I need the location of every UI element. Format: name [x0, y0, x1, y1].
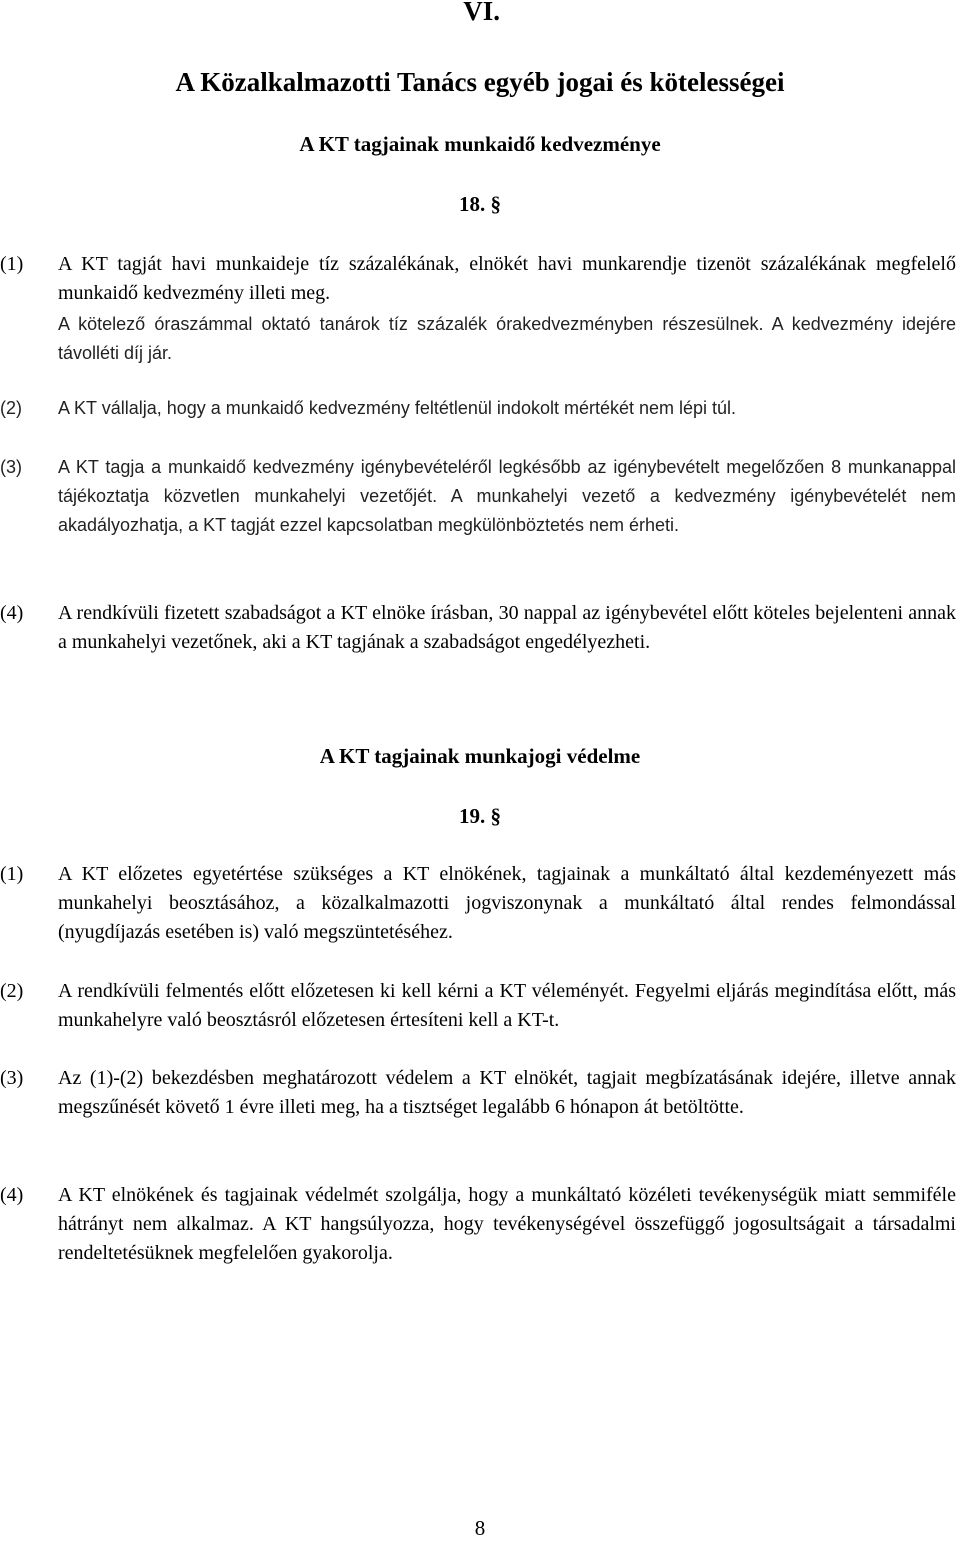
paragraph-number: (3) [0, 1067, 24, 1089]
paragraph-text: A KT előzetes egyetértése szükséges a KT elnökének, tagjainak a munkáltató által kezdeményezett más munkahelyi beosztásához, a közalkalmazotti jogviszonynak a munkáltató által rendes felmondással (nyugdíjazás esetében is) való megszüntetéséhez. [58, 863, 956, 943]
section-18-number: 18. § [459, 192, 501, 216]
paragraph-text: A KT tagja a munkaidő kedvezmény igénybevételéről legkésőbb az igénybevételt megelőzően 8 munkanappal tájékoztatja közvetlen munkahelyi vezetőjét. A munkahelyi vezető a kedvezmény igénybevételét nem akadályozhatja, a KT tagját ezzel kapcsolatban megkülönböztetés nem érheti. [58, 457, 956, 535]
section-19-number: 19. § [459, 804, 501, 828]
paragraph-number: (1) [0, 253, 24, 275]
paragraph-text: A kötelező óraszámmal oktató tanárok tíz százalék órakedvezményben részesülnek. A kedvezmény idejére távolléti díj jár. [58, 314, 956, 363]
section-19-paragraph-3 [0, 1064, 956, 1122]
paragraph-text: Az (1)-(2) bekezdésben meghatározott védelem a KT elnökét, tagjait megbízatásának idejére, illetve annak megszűnését követő 1 évre illeti meg, ha a tisztséget legalább 6 hónapon át betöltötte. [58, 1067, 956, 1118]
section-19-paragraph-2 [0, 977, 956, 1035]
section-18-paragraph-3 [0, 453, 956, 540]
chapter-label: VI. [463, 0, 500, 26]
paragraph-text: A rendkívüli felmentés előtt előzetesen ki kell kérni a KT véleményét. Fegyelmi eljárás megindítása előtt, más munkahelyre való beosztásról előzetesen értesíteni kell a KT-t. [58, 980, 956, 1031]
paragraph-text: A KT elnökének és tagjainak védelmét szolgálja, hogy a munkáltató közéleti tevékenységük miatt semmiféle hátrányt nem alkalmaz. A KT hangsúlyozza, hogy tevékenységével összefüggő jogosultságait a társadalmi rendeltetésüknek megfelelően gyakorolja. [58, 1184, 956, 1264]
paragraph-text: A rendkívüli fizetett szabadságot a KT elnöke írásban, 30 nappal az igénybevétel előtt köteles bejelenteni annak a munkahelyi vezetőnek, aki a KT tagjának a szabadságot engedélyezheti. [58, 602, 956, 653]
paragraph-number: (3) [0, 457, 22, 477]
section-19-subtitle: A KT tagjainak munkajogi védelme [319, 744, 641, 768]
paragraph-number: (1) [0, 863, 24, 885]
paragraph-text: A KT vállalja, hogy a munkaidő kedvezmény feltétlenül indokolt mértékét nem lépi túl. [58, 398, 737, 418]
paragraph-number: (4) [0, 602, 24, 624]
section-18-paragraph-1-continued [0, 310, 956, 368]
chapter-title: A Közalkalmazotti Tanács egyéb jogai és kötelességei [175, 67, 785, 97]
section-19-paragraph-1 [0, 860, 956, 947]
paragraph-number: (2) [0, 398, 22, 418]
paragraph-number: (4) [0, 1184, 24, 1206]
section-18-paragraph-4 [0, 599, 956, 657]
section-19-paragraph-4 [0, 1181, 956, 1268]
section-18-subtitle: A KT tagjainak munkaidő kedvezménye [299, 132, 661, 156]
section-18-paragraph-2 [0, 394, 956, 423]
section-18-paragraph-1 [0, 250, 956, 308]
paragraph-number: (2) [0, 980, 24, 1002]
paragraph-text: A KT tagját havi munkaideje tíz százalékának, elnökét havi munkarendje tizenöt százalékának megfelelő munkaidő kedvezmény illeti meg. [58, 253, 956, 304]
page-number: 8 [474, 1516, 486, 1540]
